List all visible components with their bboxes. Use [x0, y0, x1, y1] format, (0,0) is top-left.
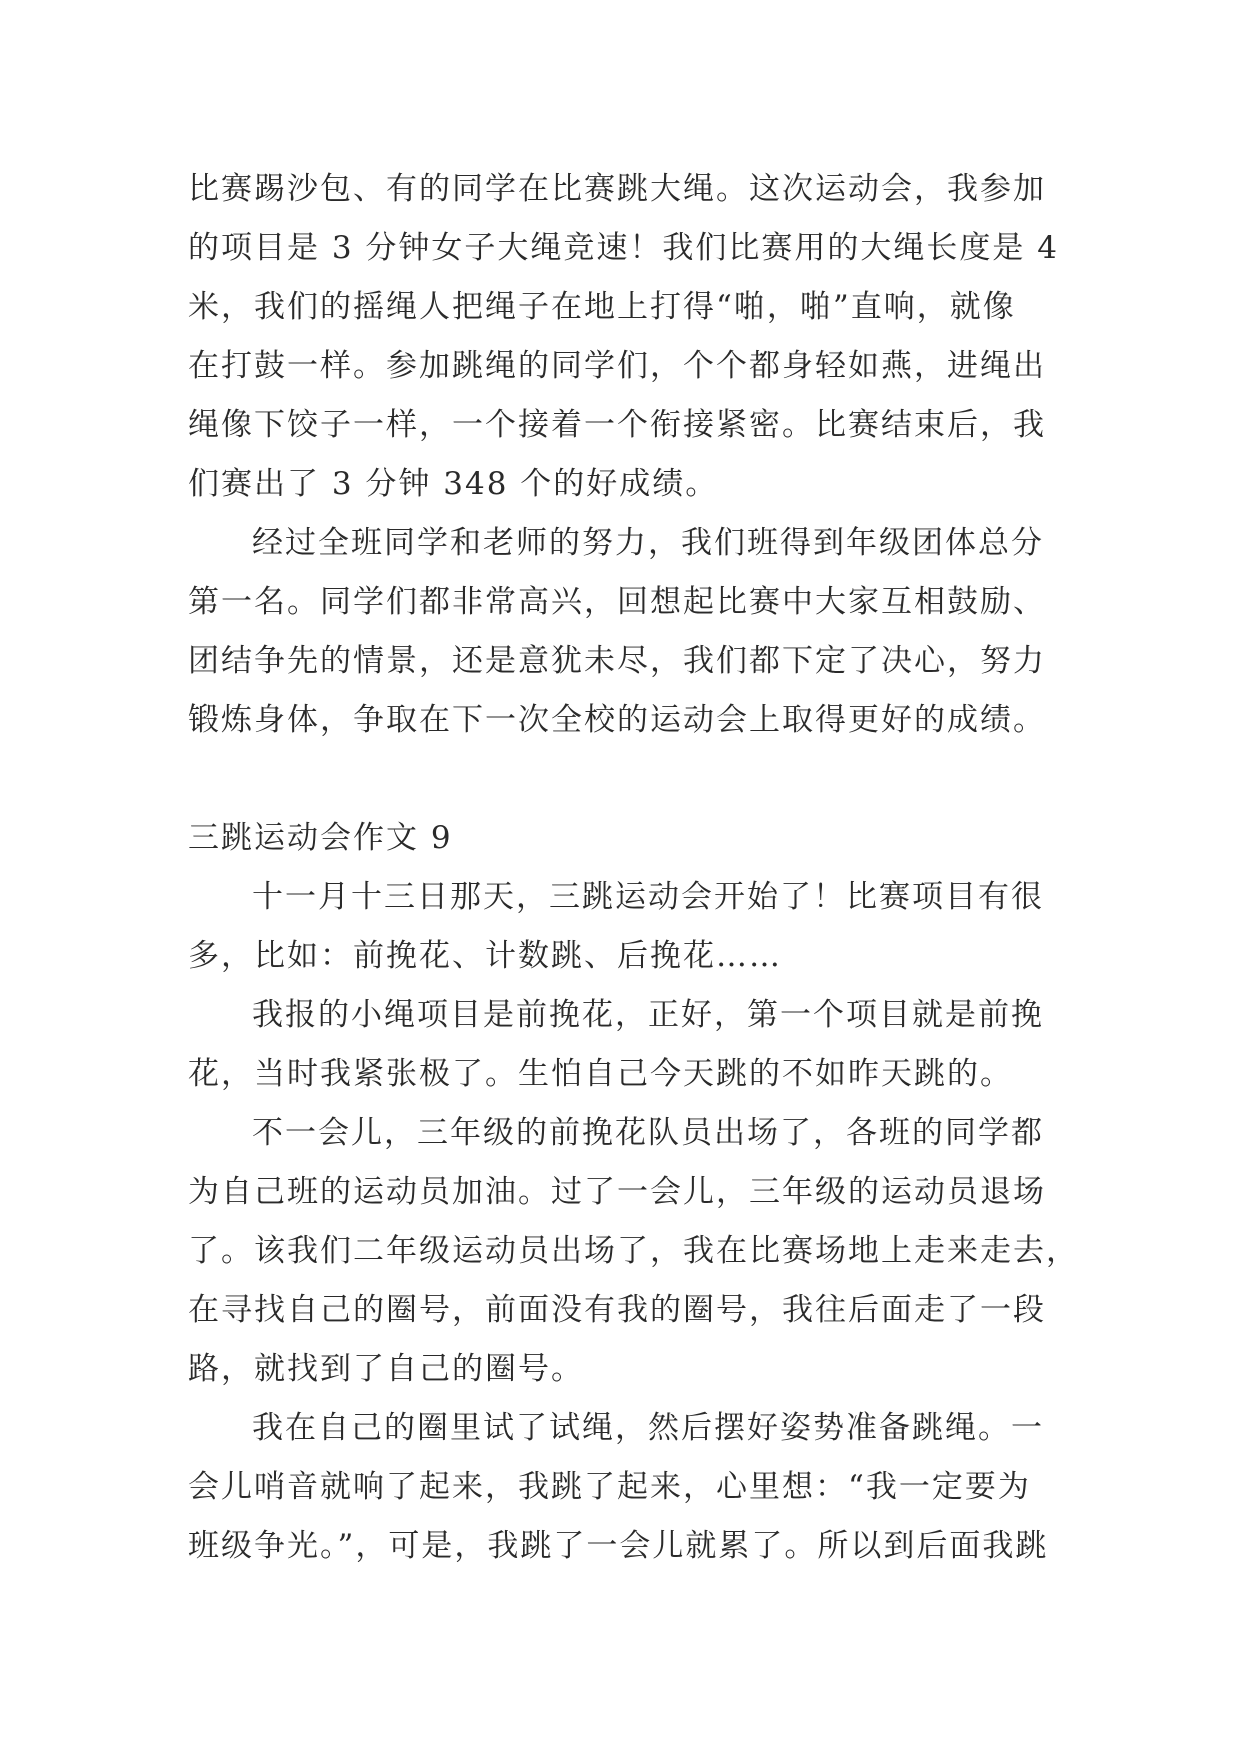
- text-line: 在寻找自己的圈号，前面没有我的圈号，我往后面走了一段: [188, 1292, 1046, 1328]
- text-line: 经过全班同学和老师的努力，我们班得到年级团体总分: [252, 525, 1044, 561]
- text-line: 为自己班的运动员加油。过了一会儿，三年级的运动员退场: [188, 1174, 1046, 1210]
- section-title: 三跳运动会作文 9: [188, 820, 453, 856]
- document-body: [188, 160, 1079, 1576]
- text-line: 花，当时我紧张极了。生怕自己今天跳的不如昨天跳的。: [188, 1056, 1013, 1092]
- text-line: 比赛踢沙包、有的同学在比赛跳大绳。这次运动会，我参加: [188, 171, 1046, 207]
- text-line: 路，就找到了自己的圈号。: [188, 1351, 584, 1387]
- paragraph-1: [188, 160, 1068, 514]
- text-line: 班级争光。”，可是，我跳了一会儿就累了。所以到后面我跳: [188, 1528, 1049, 1564]
- paragraph-4: [188, 986, 1068, 1104]
- text-line: 会儿哨音就响了起来，我跳了起来，心里想：“我一定要为: [188, 1469, 1031, 1505]
- text-line: 团结争先的情景，还是意犹未尽，我们都下定了决心，努力: [188, 643, 1046, 679]
- text-line: 多，比如：前挽花、计数跳、后挽花……: [188, 938, 782, 974]
- text-line: 们赛出了 3 分钟 348 个的好成绩。: [188, 466, 719, 502]
- paragraph-2: [188, 514, 1068, 750]
- text-line: 米，我们的摇绳人把绳子在地上打得“啪，啪”直响，就像: [188, 289, 1016, 325]
- paragraph-3: [188, 868, 1068, 986]
- text-line: 的项目是 3 分钟女子大绳竞速！我们比赛用的大绳长度是 4: [188, 230, 1060, 266]
- text-line: 在打鼓一样。参加跳绳的同学们，个个都身轻如燕，进绳出: [188, 348, 1046, 384]
- paragraph-6: [188, 1399, 1068, 1576]
- text-line: 锻炼身体，争取在下一次全校的运动会上取得更好的成绩。: [188, 702, 1046, 738]
- text-line: 我报的小绳项目是前挽花，正好，第一个项目就是前挽: [252, 997, 1044, 1033]
- text-line: 了。该我们二年级运动员出场了，我在比赛场地上走来走去，: [188, 1233, 1079, 1269]
- text-line: 不一会儿，三年级的前挽花队员出场了，各班的同学都: [252, 1115, 1044, 1151]
- text-line: 我在自己的圈里试了试绳，然后摆好姿势准备跳绳。一: [252, 1410, 1044, 1446]
- text-line: 第一名。同学们都非常高兴，回想起比赛中大家互相鼓励、: [188, 584, 1046, 620]
- text-line: 十一月十三日那天，三跳运动会开始了！比赛项目有很: [252, 879, 1044, 915]
- text-line: 绳像下饺子一样，一个接着一个衔接紧密。比赛结束后，我: [188, 407, 1046, 443]
- paragraph-5: [188, 1104, 1079, 1399]
